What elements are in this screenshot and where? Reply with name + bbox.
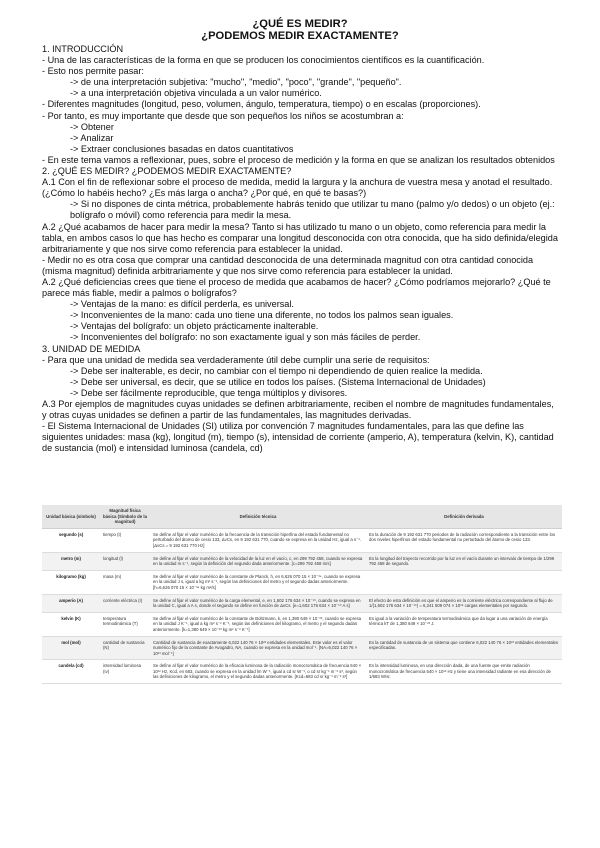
text-line: -> Ventajas de la mano: es difícil perderla, es universal. (70, 299, 294, 310)
table-header: Magnitud física básica (Símbolo de la magnitud) (100, 505, 150, 528)
derived-definition-cell: Es la cantidad de sustancia de un sistema que contiene 6,022 140 76 × 10²³ entidades elementales especificadas. (366, 636, 562, 660)
unit-cell: candela (cd) (42, 660, 100, 684)
derived-definition-cell (366, 570, 562, 594)
derived-definition-cell: Es igual a la variación de temperatura termodinámica que da lugar a una variación de energía térmica kT de 1,380 649 × 10⁻²³ J. (366, 612, 562, 636)
si-units-table (42, 505, 562, 684)
definition-cell: Se define al fijar el valor numérico de la carga elemental, e, en 1,602 176 634 × 10⁻¹⁹, cuando se expresa en la unidad C, igual a A s, donde el segundo se define en función de ΔνCs. [e=1,602 176 634 × 10⁻¹⁹ A s] (150, 594, 366, 612)
page-title: ¿QUÉ ES MEDIR? (252, 18, 348, 30)
table-row (42, 570, 562, 594)
table-header: Unidad básica (símbolo) (42, 505, 100, 528)
derived-definition-cell: Es la intensidad luminosa, en una dirección dada, de una fuente que emite radiación monocromática de frecuencia 540 × 10¹² Hz y tiene una intensidad radiante en esa dirección de 1/683 W/sr. (366, 660, 562, 684)
text-line: -> Extraer conclusiones basadas en datos cuantitativos (70, 143, 294, 154)
text-line: A.2 ¿Qué acabamos de hacer para medir la mesa? Tanto si has utilizado tu mano o un objeto, como referencia para medir la tabla, en ambos casos lo que has hecho es comparar una longitud desconocida con otra conocida, que ha sido definida/elegida arbitrariamente y que nos sirve como referencia para establecer la unidad. (42, 221, 558, 254)
unit-cell: segundo (s) (42, 528, 100, 552)
definition-cell: Se define al fijar el valor numérico de la frecuencia de la transición hiperfina del estado fundamental no perturbado del átomo de cesio 133, ΔνCs, en 9 192 631 770, cuando se expresa en la unidad Hz, igual a s⁻¹. [ΔνCs = 9 192 631 770 Hz] (150, 528, 366, 552)
derived-definition-cell: Es la longitud del trayecto recorrido por la luz en el vacío durante un intervalo de tiempo de 1/299 792 458 de segundo. (366, 552, 562, 570)
table-row (42, 660, 562, 684)
text-line: - El Sistema Internacional de Unidades (SI) utiliza por convención 7 magnitudes fundamentales, para las que define las siguientes unidades: masa (kg), longitud (m), tiempo (s), intensidad de corriente (amperio, A), temperatura (kelvin, K), cantidad de sustancia (mol) e intensidad luminosa (candela, cd) (42, 421, 554, 454)
unit-cell: kilogramo (kg) (42, 570, 100, 594)
definition-cell: Se define al fijar el valor numérico de la constante de Boltzmann, k, en 1,380 649 × 10⁻²³, cuando se expresa en la unidad J K⁻¹, igual a kg m² s⁻² K⁻¹, según las definiciones del kilogramo, el metro y el segundo dadas anteriormente. [k=1,380 649 × 10⁻²³ kg m² s⁻² K⁻¹] (150, 612, 366, 636)
magnitude-cell: tiempo (t) (100, 528, 150, 552)
unit-cell: mol (mol) (42, 636, 100, 660)
document-body (42, 44, 558, 454)
text-line: -> Debe ser fácilmente reproducible, que tenga múltiplos y divisores. (70, 387, 348, 398)
table-row (42, 612, 562, 636)
page-subtitle: ¿PODEMOS MEDIR EXACTAMENTE? (201, 30, 399, 42)
text-line: -> Debe ser universal, es decir, que se utilice en todos los países. (Sistema Internacional de Unidades) (70, 376, 486, 387)
section-heading: 2. ¿QUÉ ES MEDIR? ¿PODEMOS MEDIR EXACTAMENTE? (42, 166, 292, 177)
derived-definition-cell: El efecto de esta definición es que el amperio es la corriente eléctrica correspondiente al flujo de 1/(1,602 176 634 × 10⁻¹⁹) = 6,241 509 074 × 10¹⁸ cargas elementales por segundo. (366, 594, 562, 612)
magnitude-cell: temperatura termodinámica (T) (100, 612, 150, 636)
definition-cell: Se define al fijar el valor numérico de la constante de Planck, h, en 6,626 070 15 × 10⁻³⁴, cuando se expresa en la unidad J s, igual a kg m² s⁻¹, según las definiciones del metro y el segundo dadas anteriormente. [h=6,626 070 15 × 10⁻³⁴ kg m²/s] (150, 570, 366, 594)
text-line: -> Inconvenientes del bolígrafo: no son exactamente igual y son más fáciles de perder. (70, 332, 421, 343)
text-line: -> Si no dispones de cinta métrica, probablemente habrás tenido que utilizar tu mano (palmo y/o dedos) o un objeto (ej.: bolígrafo o móvil) como referencia para medir la mesa. (70, 199, 555, 221)
magnitude-cell: cantidad de sustancia (N) (100, 636, 150, 660)
magnitude-cell: corriente eléctrica (I) (100, 594, 150, 612)
magnitude-cell: longitud (l) (100, 552, 150, 570)
text-line: - Diferentes magnitudes (longitud, peso, volumen, ángulo, temperatura, tiempo) o en escalas (proporciones). (42, 99, 481, 110)
text-line: A.1 Con el fin de reflexionar sobre el proceso de medida, medid la largura y la anchura de vuestra mesa y anotad el resultado. (¿Cómo lo habéis hecho? ¿Es más larga o ancha? ¿Por qué, en qué te basas?) (42, 177, 553, 199)
table-header-row (42, 505, 562, 528)
definition-cell: Se define al fijar el valor numérico de la eficacia luminosa de la radiación monocromática de frecuencia 540 × 10¹² Hz, Kcd, en 683, cuando se expresa en la unidad lm W⁻¹, igual a cd sr W⁻¹, o cd sr kg⁻¹ m⁻² s³, según las definiciones de kilogramo, el metro y el segundo dadas anteriormente. [Kcd=683 cd sr kg⁻¹ m⁻² s³] (150, 660, 366, 684)
text-line: A.3 Por ejemplos de magnitudes cuyas unidades se definen arbitrariamente, reciben el nombre de magnitudes fundamentales, y otras cuyas unidades se definen a partir de las fundamentales, las magnitudes derivadas. (42, 399, 554, 421)
table-row (42, 552, 562, 570)
table-header: Definición técnica (150, 505, 366, 528)
text-line: -> Analizar (70, 132, 114, 143)
text-line: -> a una interpretación objetiva vinculada a un valor numérico. (70, 88, 322, 99)
unit-cell: kelvin (K) (42, 612, 100, 636)
magnitude-cell: intensidad luminosa (Iv) (100, 660, 150, 684)
text-line: - Esto nos permite pasar: (42, 66, 144, 77)
section-heading: 1. INTRODUCCIÓN (42, 44, 124, 54)
text-line: -> de una interpretación subjetiva: "mucho", "medio", "poco", "grande", "pequeño". (70, 77, 402, 88)
table-row (42, 528, 562, 552)
text-line: A.2 ¿Qué deficiencias crees que tiene el proceso de medida que acabamos de hacer? ¿Cómo podríamos mejorarlo? ¿Qué te parece más fiable, medir a palmos o bolígrafos? (42, 276, 551, 299)
text-line: - En este tema vamos a reflexionar, pues, sobre el proceso de medición y la forma en que se analizan los resultados obtenidos (42, 154, 555, 165)
text-line: -> Debe ser inalterable, es decir, no cambiar con el tiempo ni dependiendo de quien realice la medida. (70, 365, 483, 376)
definition-cell: Se define al fijar el valor numérico de la velocidad de la luz en el vacío, c, en 299 792 458, cuando se expresa en la unidad m s⁻¹, según la definición del segundo dada anteriormente. [c=299 792 458 m/s] (150, 552, 366, 570)
text-line: - Una de las características de la forma en que se producen los conocimientos científicos es la cuantificación. (42, 55, 485, 66)
table-row (42, 636, 562, 660)
unit-cell: amperio (A) (42, 594, 100, 612)
text-line: -> Obtener (70, 121, 114, 132)
text-line: -> Ventajas del bolígrafo: un objeto prácticamente inalterable. (70, 321, 319, 332)
unit-cell: metro (m) (42, 552, 100, 570)
derived-definition-cell: Es la duración de 9 192 631 770 periodos de la radiación correspondiente a la transición entre los dos niveles hiperfinos del estado fundamental no perturbado del átomo de cesio 133. (366, 528, 562, 552)
text-line: - Medir no es otra cosa que comprar una cantidad desconocida de una determinada magnitud con otra cantidad conocida (misma magnitud) definida arbitrariamente y que nos sirve como referencia para establecer la unidad. (42, 254, 534, 276)
magnitude-cell: masa (m) (100, 570, 150, 594)
text-line: - Para que una unidad de medida sea verdaderamente útil debe cumplir una serie de requisitos: (42, 354, 430, 365)
table-row (42, 594, 562, 612)
text-line: - Por tanto, es muy importante que desde que son pequeños los niños se acostumbran a: (42, 110, 404, 121)
section-heading: 3. UNIDAD DE MEDIDA (42, 343, 141, 354)
text-line: -> Inconvenientes de la mano: cada uno tiene una diferente, no todos los palmos sean iguales. (70, 310, 454, 321)
table-header: Definición derivada (366, 505, 562, 528)
definition-cell: Cantidad de sustancia de exactamente 6,022 140 76 × 10²³ entidades elementales. Este valor es el valor numérico fijo de la constante de Avogadro, NA, cuando se expresa en la unidad mol⁻¹. [NA=6,022 140 76 × 10²³ mol⁻¹] (150, 636, 366, 660)
